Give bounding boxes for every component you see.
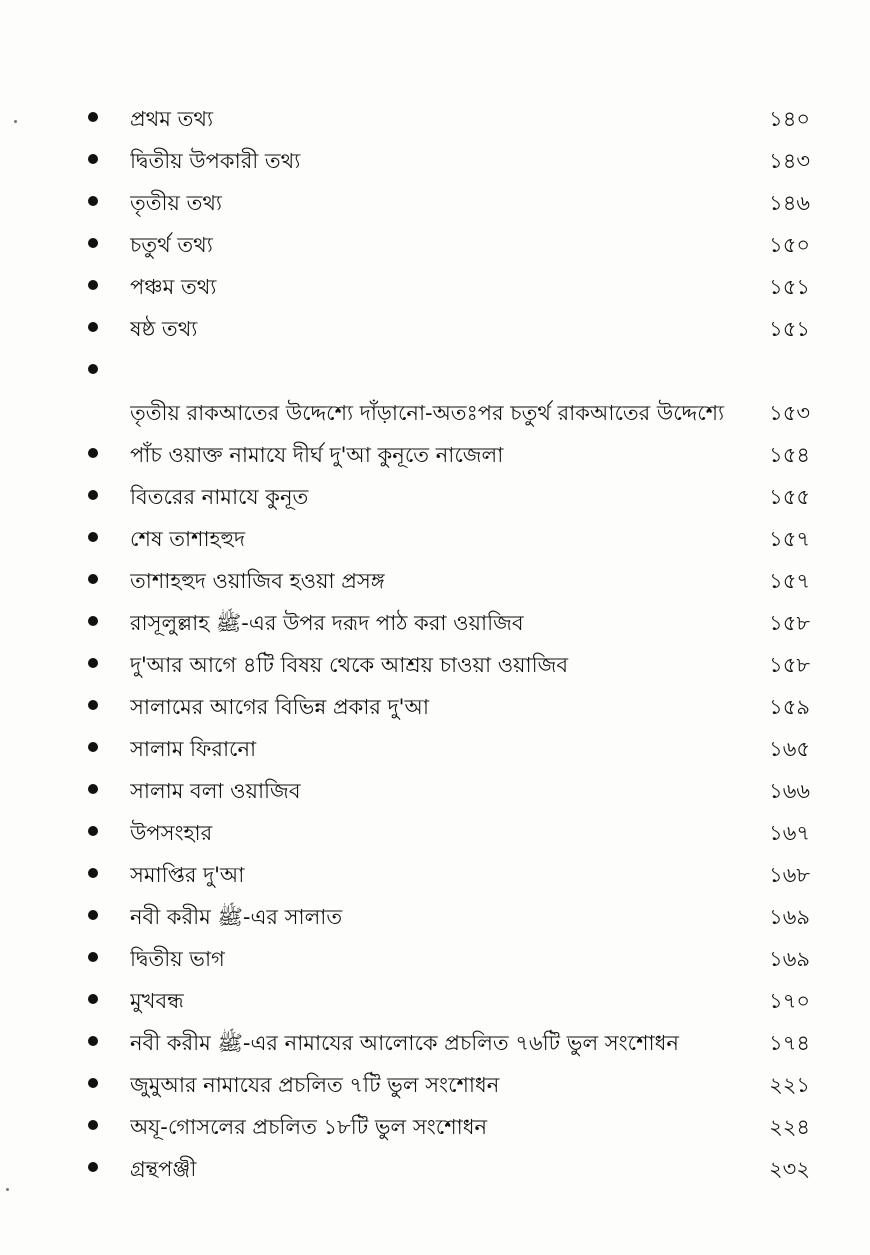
toc-entry-title: জুমুআর নামাযের প্রচলিত ৭টি ভুল সংশোধন [130, 1073, 500, 1097]
bullet-icon [88, 238, 98, 248]
toc-page-number: ১৫৮ [769, 611, 810, 635]
toc-entry-title: সালামের আগের বিভিন্ন প্রকার দু'আ [130, 695, 429, 719]
bullet-icon [88, 532, 98, 542]
toc-entry [88, 896, 810, 938]
toc-page-number: ১৪৬ [769, 191, 810, 215]
bullet-icon [88, 322, 98, 332]
bullet-icon [88, 1036, 98, 1046]
bullet-icon [88, 994, 98, 1004]
toc-entry-title: দ্বিতীয় ভাগ [130, 947, 225, 971]
toc-page-number: ১৫১ [769, 317, 810, 341]
toc-entry-title: মুখবন্ধ [130, 989, 184, 1013]
bullet-icon [88, 784, 98, 794]
toc-entry [88, 308, 810, 350]
toc-entry-title: তৃতীয় তথ্য [130, 191, 223, 215]
bullet-icon [88, 826, 98, 836]
toc-entry [88, 434, 810, 476]
toc-entry [88, 854, 810, 896]
toc-page-number: ১৫৫ [769, 485, 810, 509]
bullet-icon [88, 910, 98, 920]
toc-entry-title: দ্বিতীয় উপকারী তথ্য [130, 149, 301, 173]
toc-entry-title: চতুর্থ তথ্য [130, 233, 213, 257]
toc-entry [88, 980, 810, 1022]
toc-entry [88, 644, 810, 686]
toc-page-number: ১৫৯ [769, 695, 810, 719]
bullet-icon [88, 742, 98, 752]
toc-entry-title: ষষ্ঠ তথ্য [130, 317, 198, 341]
bullet-icon [88, 154, 98, 164]
toc-entry [88, 1106, 810, 1148]
toc-page-number: ১৫৭ [769, 569, 810, 593]
toc-entry [88, 770, 810, 812]
toc-entry [88, 518, 810, 560]
toc-entry [88, 182, 810, 224]
toc-entry [88, 812, 810, 854]
toc-page-number: ১৬৭ [769, 821, 810, 845]
toc-page-number: ১৫৭ [769, 527, 810, 551]
bullet-icon [88, 196, 98, 206]
toc-entry [88, 350, 810, 434]
toc-entry-title: তাশাহহুদ ওয়াজিব হওয়া প্রসঙ্গ [130, 569, 385, 593]
toc-page-number: ১৬৯ [769, 947, 810, 971]
toc-entry-title: অযূ-গোসলের প্রচলিত ১৮টি ভুল সংশোধন [130, 1115, 488, 1139]
bullet-icon [88, 448, 98, 458]
toc-entry [88, 266, 810, 308]
toc-entry [88, 1148, 810, 1190]
toc-entry-title: নবী করীম ﷺ-এর নামাযের আলোকে প্রচলিত ৭৬টি ভুল সংশোধন [130, 1031, 679, 1055]
toc-page-number: ১৬৮ [769, 863, 810, 887]
scan-speck [14, 120, 17, 123]
toc-page-number: ২২৪ [769, 1115, 810, 1139]
toc-entry [88, 1064, 810, 1106]
toc-entry-title: নবী করীম ﷺ-এর সালাত [130, 905, 343, 929]
scan-speck [6, 1188, 9, 1191]
toc-entry-title: তৃতীয় রাকআতের উদ্দেশ্যে দাঁড়ানো-অতঃপর চতুর্থ রাকআতের উদ্দেশ্যে [130, 401, 725, 425]
toc-page-number: ১৬৬ [769, 779, 810, 803]
toc-entry [88, 98, 810, 140]
toc-entry-title: দু'আর আগে ৪টি বিষয় থেকে আশ্রয় চাওয়া ওয়াজিব [130, 653, 569, 677]
bullet-icon [88, 112, 98, 122]
toc-entry [88, 728, 810, 770]
toc-entry [88, 224, 810, 266]
bullet-icon [88, 1162, 98, 1172]
table-of-contents [88, 98, 810, 1190]
toc-entry-title: রাসূলুল্লাহ ﷺ-এর উপর দরূদ পাঠ করা ওয়াজিব [130, 611, 524, 635]
bullet-icon [88, 1120, 98, 1130]
toc-entry [88, 560, 810, 602]
toc-page-number: ১৫৪ [769, 443, 810, 467]
toc-page-number: ২৩২ [769, 1157, 810, 1181]
toc-entry [88, 476, 810, 518]
toc-page-number: ১৫০ [769, 233, 810, 257]
toc-entry-title: বিতরের নামাযে কুনূত [130, 485, 309, 509]
toc-entry [88, 938, 810, 980]
toc-entry-title: প্রথম তথ্য [130, 107, 214, 131]
toc-page-number: ১৪০ [769, 107, 810, 131]
bullet-icon [88, 490, 98, 500]
toc-entry-title: পঞ্চম তথ্য [130, 275, 217, 299]
toc-page-number: ১৫৮ [769, 653, 810, 677]
toc-page-number: ১৫৩ [769, 401, 810, 425]
toc-page-number: ২২১ [769, 1073, 810, 1097]
bullet-icon [88, 868, 98, 878]
toc-page-number: ১৬৯ [769, 905, 810, 929]
toc-entry [88, 1022, 810, 1064]
toc-entry [88, 686, 810, 728]
bullet-icon [88, 364, 98, 374]
toc-page-number: ১৬৫ [769, 737, 810, 761]
bullet-icon [88, 574, 98, 584]
toc-page-number: ১৭৪ [769, 1031, 810, 1055]
toc-entry-title: সালাম ফিরানো [130, 737, 257, 761]
toc-entry-title: পাঁচ ওয়াক্ত নামাযে দীর্ঘ দু'আ কুনূতে নাজেলা [130, 443, 504, 467]
bullet-icon [88, 700, 98, 710]
bullet-icon [88, 658, 98, 668]
toc-entry-title: গ্রন্থপঞ্জী [130, 1157, 197, 1181]
toc-entry-title: উপসংহার [130, 821, 213, 845]
toc-page-number: ১৪৩ [769, 149, 810, 173]
toc-page-number: ১৭০ [769, 989, 810, 1013]
toc-page-number: ১৫১ [769, 275, 810, 299]
bullet-icon [88, 280, 98, 290]
toc-entry-title: শেষ তাশাহহুদ [130, 527, 246, 551]
toc-entry-title: সালাম বলা ওয়াজিব [130, 779, 301, 803]
toc-entry [88, 602, 810, 644]
bullet-icon [88, 952, 98, 962]
toc-entry [88, 140, 810, 182]
toc-entry-title: সমাপ্তির দু'আ [130, 863, 245, 887]
bullet-icon [88, 616, 98, 626]
bullet-icon [88, 1078, 98, 1088]
